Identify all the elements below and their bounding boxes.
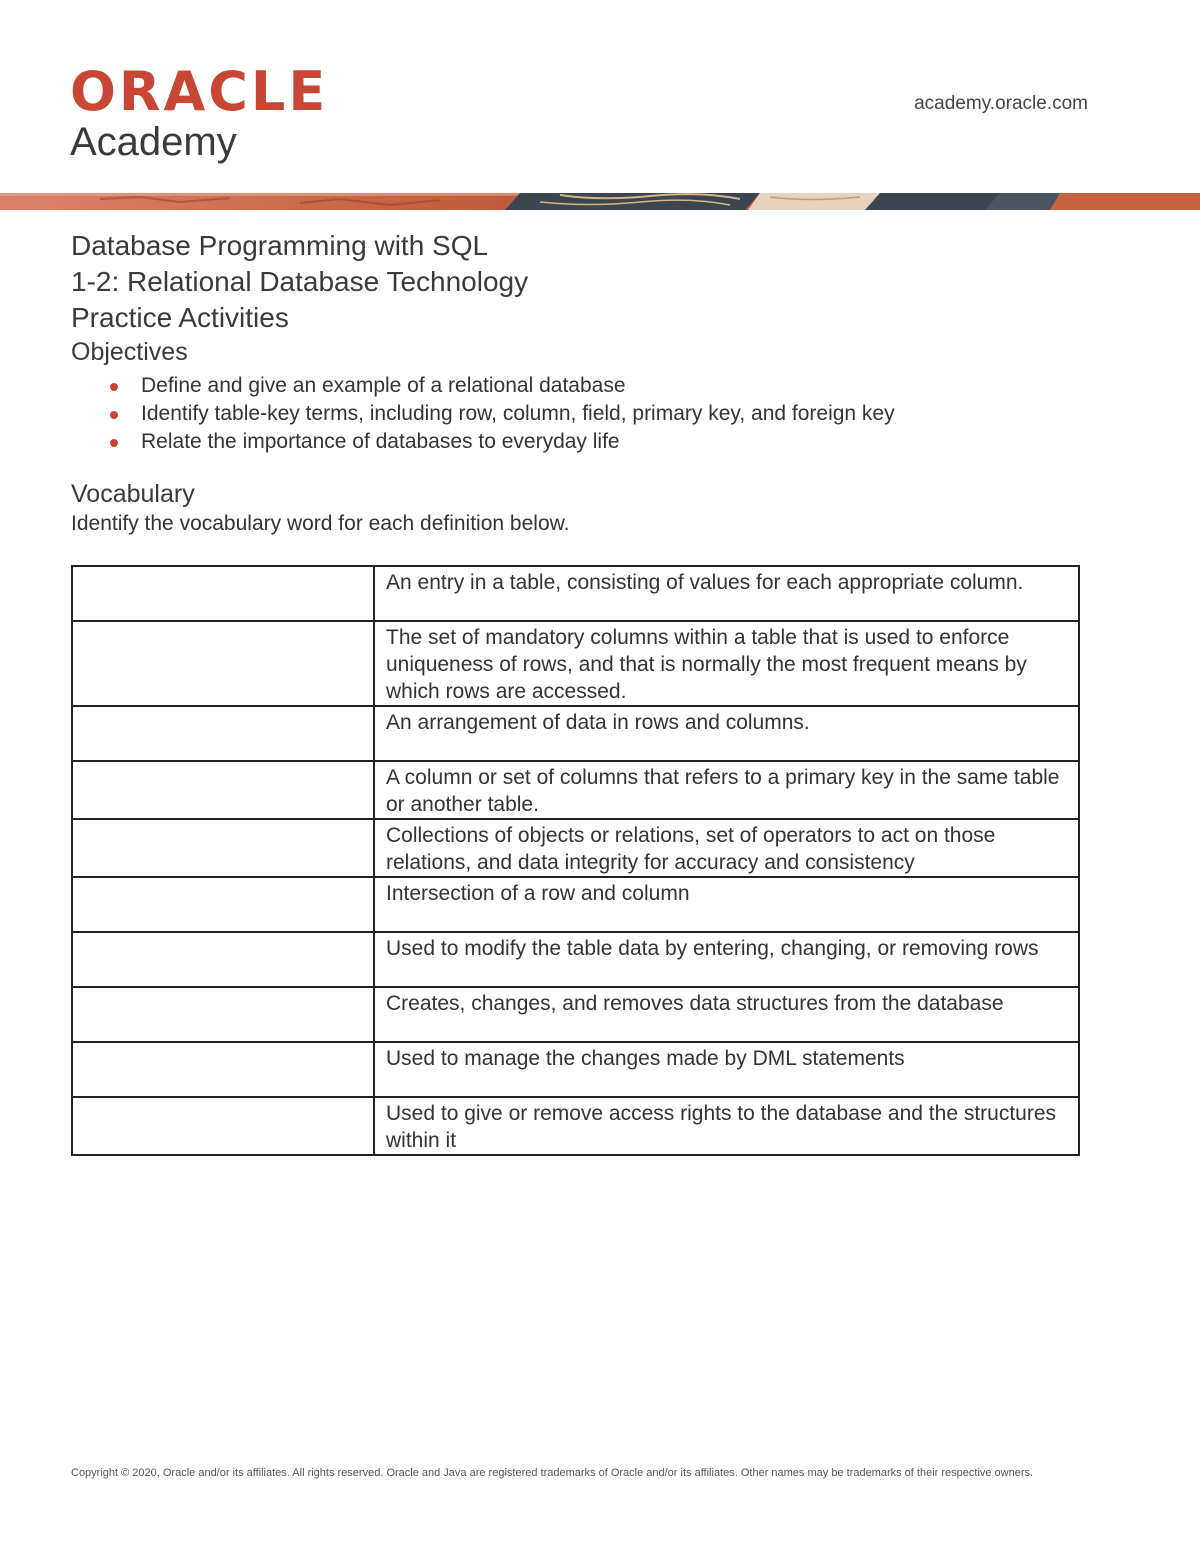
definition-cell: The set of mandatory columns within a table that is used to enforce uniqueness of rows, and that is normally the most frequent means by which rows are accessed. bbox=[374, 621, 1079, 706]
table-row bbox=[72, 1097, 1079, 1155]
definition-cell: Used to modify the table data by entering, changing, or removing rows bbox=[374, 932, 1079, 987]
lesson-title: 1-2: Relational Database Technology bbox=[71, 266, 529, 297]
term-answer-cell[interactable] bbox=[72, 819, 374, 877]
bullet-icon bbox=[110, 383, 118, 391]
term-answer-cell[interactable] bbox=[72, 1042, 374, 1097]
term-answer-cell[interactable] bbox=[72, 761, 374, 819]
table-row bbox=[72, 1042, 1079, 1097]
definition-cell: Intersection of a row and column bbox=[374, 877, 1079, 932]
objectives-list bbox=[71, 372, 1081, 456]
table-row bbox=[72, 819, 1079, 877]
course-title: Database Programming with SQL bbox=[71, 230, 489, 261]
definition-cell: Creates, changes, and removes data structures from the database bbox=[374, 987, 1079, 1042]
table-row bbox=[72, 566, 1079, 621]
objective-item bbox=[71, 372, 1081, 400]
copyright-footer: Copyright © 2020, Oracle and/or its affiliates. All rights reserved. Oracle and Java are registered trademarks of Oracle and/or its affiliates. Other names may be trademarks of their respective owners. bbox=[71, 1467, 1034, 1479]
vocabulary-instruction: Identify the vocabulary word for each definition below. bbox=[71, 512, 570, 535]
bullet-icon bbox=[110, 411, 118, 419]
table-row bbox=[72, 877, 1079, 932]
objective-item bbox=[71, 400, 1081, 428]
decorative-banner bbox=[0, 193, 1200, 210]
term-answer-cell[interactable] bbox=[72, 932, 374, 987]
academy-logo-text: Academy bbox=[70, 120, 237, 164]
definition-cell: Used to manage the changes made by DML statements bbox=[374, 1042, 1079, 1097]
objective-item bbox=[71, 428, 1081, 456]
term-answer-cell[interactable] bbox=[72, 621, 374, 706]
activity-title: Practice Activities bbox=[71, 302, 289, 333]
definition-cell: An arrangement of data in rows and columns. bbox=[374, 706, 1079, 761]
table-row bbox=[72, 621, 1079, 706]
term-answer-cell[interactable] bbox=[72, 987, 374, 1042]
bullet-icon bbox=[110, 439, 118, 447]
definition-cell: A column or set of columns that refers to a primary key in the same table or another table. bbox=[374, 761, 1079, 819]
definition-cell: An entry in a table, consisting of values for each appropriate column. bbox=[374, 566, 1079, 621]
term-answer-cell[interactable] bbox=[72, 566, 374, 621]
term-answer-cell[interactable] bbox=[72, 877, 374, 932]
table-row bbox=[72, 761, 1079, 819]
site-url[interactable]: academy.oracle.com bbox=[914, 93, 1088, 114]
vocabulary-heading: Vocabulary bbox=[71, 480, 195, 508]
objective-text: Define and give an example of a relational database bbox=[141, 374, 626, 397]
term-answer-cell[interactable] bbox=[72, 1097, 374, 1155]
objective-text: Relate the importance of databases to everyday life bbox=[141, 430, 620, 453]
table-row bbox=[72, 987, 1079, 1042]
table-row bbox=[72, 932, 1079, 987]
objective-text: Identify table-key terms, including row, column, field, primary key, and foreign key bbox=[141, 402, 895, 425]
table-row bbox=[72, 706, 1079, 761]
definition-cell: Collections of objects or relations, set of operators to act on those relations, and data integrity for accuracy and consistency bbox=[374, 819, 1079, 877]
objectives-heading: Objectives bbox=[71, 338, 188, 366]
term-answer-cell[interactable] bbox=[72, 706, 374, 761]
definition-cell: Used to give or remove access rights to the database and the structures within it bbox=[374, 1097, 1079, 1155]
vocabulary-table bbox=[71, 565, 1080, 1156]
oracle-logo: ORACLE bbox=[70, 60, 329, 123]
